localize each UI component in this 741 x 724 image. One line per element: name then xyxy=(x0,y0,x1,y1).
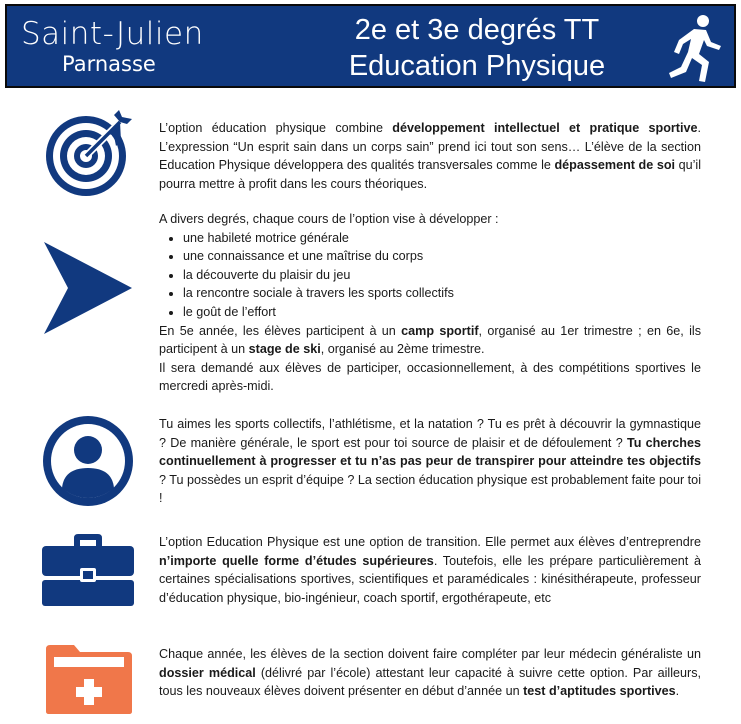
paragraph xyxy=(159,645,701,701)
list-item: • la découverte du plaisir du jeu xyxy=(183,266,701,285)
text: , organisé au 2ème trimestre. xyxy=(320,342,485,357)
section-careers xyxy=(159,533,701,607)
medical-folder-icon xyxy=(44,643,134,715)
text: Chaque année, les élèves de la section doivent faire compléter par leur médecin généraliste un xyxy=(159,647,701,661)
text: En 5e année, les élèves participent à un xyxy=(159,323,402,338)
bold-text: Tu cherches continuellement à progresser et tu n’as pas peur de transpirer pour atteindre tes objectifs xyxy=(159,435,701,469)
bold-text: camp sportif xyxy=(401,323,479,338)
brand-name: Saint-Julien xyxy=(21,16,204,52)
paragraph xyxy=(159,119,701,193)
section-medical xyxy=(159,645,701,701)
list-item: • une connaissance et une maîtrise du corps xyxy=(183,247,701,266)
user-icon xyxy=(40,413,136,509)
bold-text: dossier médical xyxy=(159,665,256,680)
briefcase-icon xyxy=(40,534,136,606)
paragraph xyxy=(159,415,701,508)
paragraph xyxy=(159,322,701,359)
paragraph: Il sera demandé aux élèves de participer, occasionnellement, à des compétitions sportives le mercredi après-midi. xyxy=(159,360,701,394)
list-item: • le goût de l’effort xyxy=(183,303,701,322)
bold-text: test d’aptitudes sportives xyxy=(523,684,676,699)
brand xyxy=(21,16,204,76)
target-icon xyxy=(40,107,135,202)
text: L’option Education Physique est une option de transition. Elle permet aux élèves d’entreprendre xyxy=(159,535,701,549)
bold-text: dépassement de soi xyxy=(554,158,676,173)
bold-text: stage de ski xyxy=(248,342,321,357)
brand-subtitle: Parnasse xyxy=(62,52,156,76)
text: Tu aimes les sports collectifs, l’athlétisme, et la natation ? Tu es prêt à découvrir la gymnastique ? De manière générale, le sport est pour toi source de plaisir et de défoulement ? xyxy=(159,417,701,450)
bold-text: développement intellectuel et pratique sportive xyxy=(392,121,698,135)
text: (délivré par l’école) attestant leur capacité à suivre cette option. Par ailleurs, tous les nouveaux élèves doivent présenter en début d’année un xyxy=(159,665,701,699)
section-profile xyxy=(159,415,701,508)
paragraph xyxy=(159,533,701,607)
section-intro xyxy=(159,119,701,193)
text: . L’expression “Un esprit sain dans un corps sain” prend ici tout son sens… L’élève de la section Education Physique développera des qualités transversales comme le xyxy=(159,121,701,173)
page-title xyxy=(307,12,647,84)
bold-text: n’importe quelle forme d’études supérieures xyxy=(159,553,434,568)
arrow-pointer-icon xyxy=(42,240,134,336)
runner-icon xyxy=(661,12,731,88)
text: ? Tu possèdes un esprit d’équipe ? La section éducation physique est probablement faite pour toi ! xyxy=(159,472,701,506)
title-line-2: Education Physique xyxy=(348,50,606,82)
text: . xyxy=(675,684,680,699)
text: L’option éducation physique combine xyxy=(159,121,393,135)
header-banner xyxy=(5,4,736,88)
text: . Toutefois, elle les prépare particulièrement à certaines spécialisations sportives, scientifiques et paramédicales : kinésithérapeute, professeur d’éducation physique, bio-ingénieur, coach sportif, ergothérapeute, etc xyxy=(159,553,701,605)
text: qu’il pourra mettre à profit dans les cours théoriques. xyxy=(159,158,701,191)
objectives-list xyxy=(159,229,701,322)
list-item: • la rencontre sociale à travers les sports collectifs xyxy=(183,284,701,303)
section-objectives xyxy=(159,210,701,396)
title-line-1: 2e et 3e degrés TT xyxy=(354,14,600,46)
text: , organisé au 1er trimestre ; en 6e, ils participent à un xyxy=(159,323,702,357)
intro-text: A divers degrés, chaque cours de l’option vise à développer : xyxy=(159,212,499,226)
list-item: • une habileté motrice générale xyxy=(183,229,701,248)
